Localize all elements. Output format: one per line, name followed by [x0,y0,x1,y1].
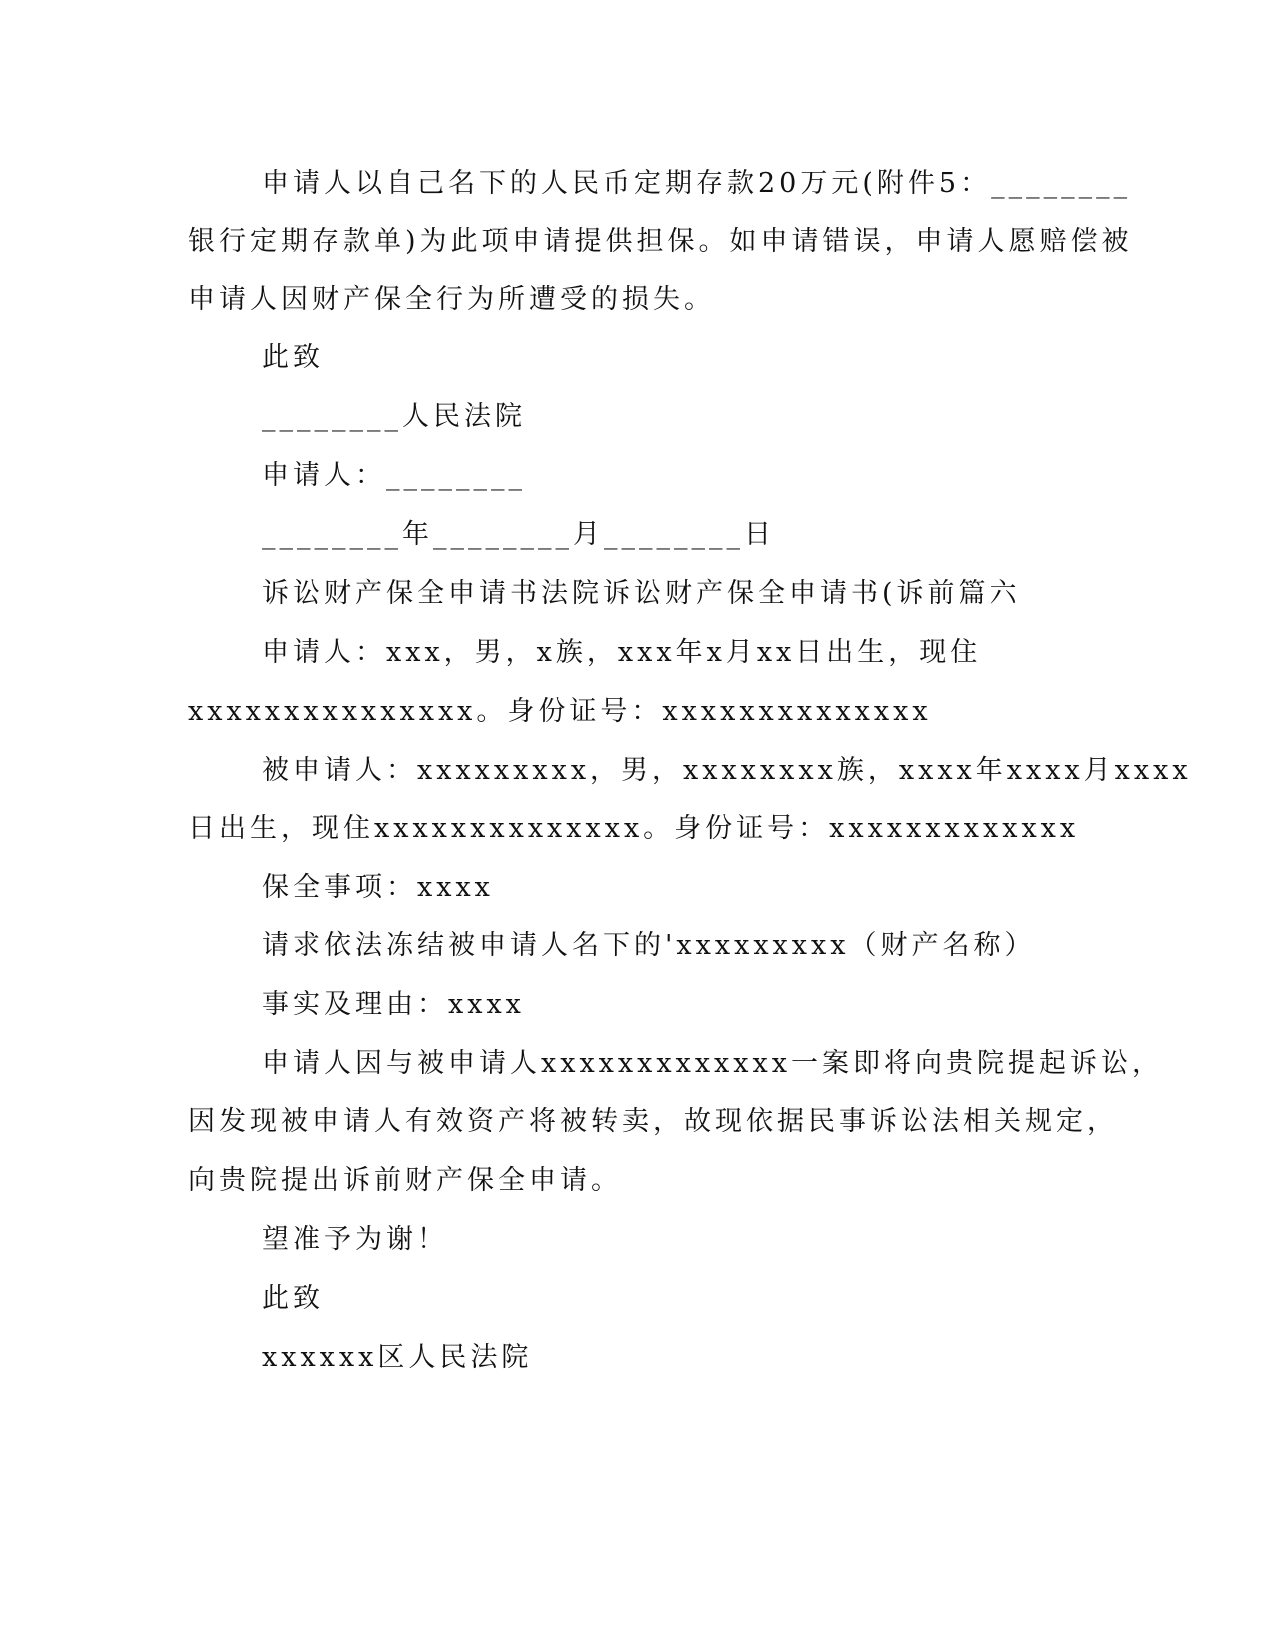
applicant-signature-line: 申请人：________ [262,460,526,491]
paragraph-line: 申请人以自己名下的人民币定期存款20万元(附件5：________ [262,168,1132,199]
closing-line: 望准予为谢！ [262,1224,448,1255]
applicant-info-line: 申请人：xxx，男，x族，xxx年x月xx日出生，现住 [262,637,982,668]
paragraph-line: 因发现被申请人有效资产将被转卖，故现依据民事诉讼法相关规定， [188,1106,1118,1137]
paragraph-line: 申请人因与被申请人xxxxxxxxxxxxx一案即将向贵院提起诉讼， [262,1048,1163,1079]
facts-reasons-line: 事实及理由：xxxx [262,989,525,1020]
preservation-matter-line: 保全事项：xxxx [262,872,494,903]
salutation-line: 此致 [262,342,324,373]
request-line: 请求依法冻结被申请人名下的'xxxxxxxxx（财产名称） [262,930,1036,961]
salutation-line: 此致 [262,1283,324,1314]
section-title: 诉讼财产保全申请书法院诉讼财产保全申请书(诉前篇六 [262,578,1021,609]
date-line: ________年________月________日 [262,519,775,550]
court-line: ________人民法院 [262,401,526,432]
applicant-info-line: xxxxxxxxxxxxxxx。身份证号：xxxxxxxxxxxxxx [188,696,932,727]
paragraph-line: 向贵院提出诉前财产保全申请。 [188,1165,622,1196]
paragraph-line: 银行定期存款单)为此项申请提供担保。如申请错误，申请人愿赔偿被 [188,226,1133,257]
paragraph-line: 申请人因财产保全行为所遭受的损失。 [188,284,715,315]
respondent-info-line: 日出生，现住xxxxxxxxxxxxxx。身份证号：xxxxxxxxxxxxx [188,813,1080,844]
court-line: xxxxxx区人民法院 [262,1342,533,1373]
respondent-info-line: 被申请人：xxxxxxxxx，男，xxxxxxxx族，xxxx年xxxx月xxxx [262,755,1192,786]
